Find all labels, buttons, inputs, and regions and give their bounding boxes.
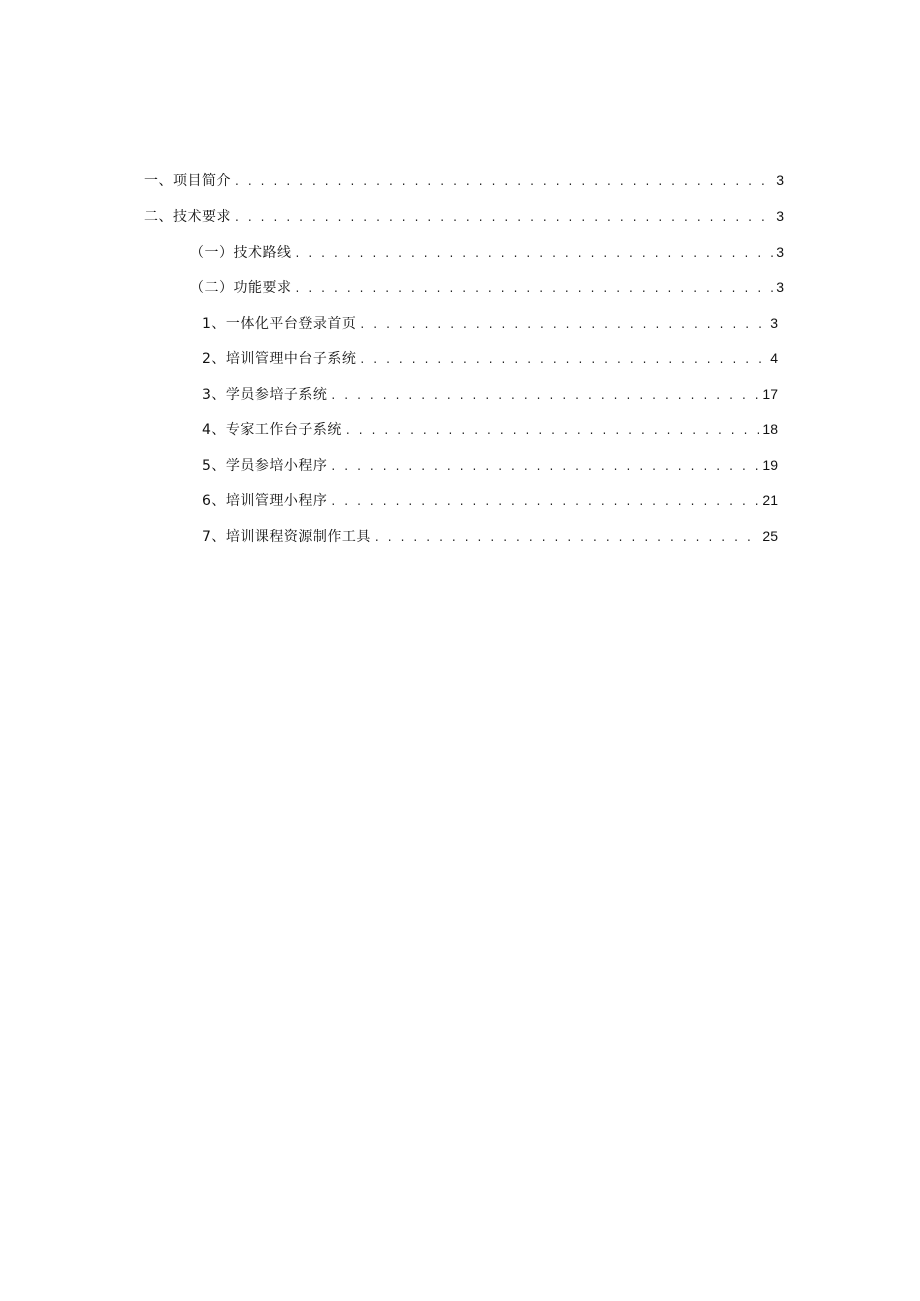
toc-entry-page-number: 3: [776, 208, 784, 224]
toc-entry-trainee-subsystem[interactable]: [202, 384, 778, 404]
toc-entry-technical-route[interactable]: [190, 242, 784, 262]
toc-entry-trainee-mini-program[interactable]: [202, 455, 778, 475]
toc-entry-training-management-subsystem[interactable]: [202, 348, 778, 368]
toc-dot-leader: [331, 491, 759, 511]
toc-entry-page-number: 19: [762, 457, 778, 473]
toc-dot-leader: [296, 243, 774, 263]
toc-dot-leader: [296, 278, 774, 298]
toc-dot-leader: [375, 527, 760, 547]
toc-entry-page-number: 3: [770, 315, 778, 331]
toc-dot-leader: [235, 207, 773, 227]
toc-entry-functional-requirements[interactable]: [190, 277, 784, 297]
toc-entry-page-number: 3: [776, 279, 784, 295]
toc-entry-label: 5、学员参培小程序: [202, 458, 328, 474]
toc-entry-label: （一）技术路线: [190, 245, 292, 261]
toc-entry-label: 6、培训管理小程序: [202, 493, 328, 509]
toc-entry-label: 二、技术要求: [144, 209, 231, 225]
toc-entry-label: 7、培训课程资源制作工具: [202, 529, 371, 545]
toc-entry-label: 一、项目简介: [144, 173, 231, 189]
toc-dot-leader: [346, 420, 760, 440]
toc-entry-label: 2、培训管理中台子系统: [202, 351, 357, 367]
toc-entry-expert-workbench-subsystem[interactable]: [202, 419, 778, 439]
toc-entry-page-number: 3: [776, 172, 784, 188]
toc-entry-label: 4、专家工作台子系统: [202, 422, 342, 438]
toc-dot-leader: [331, 385, 759, 405]
toc-entry-technical-requirements[interactable]: [144, 206, 784, 226]
toc-entry-course-resource-tool[interactable]: [202, 526, 778, 546]
toc-entry-label: 1、一体化平台登录首页: [202, 316, 357, 332]
toc-entry-page-number: 18: [762, 421, 778, 437]
toc-dot-leader: [360, 349, 767, 369]
toc-dot-leader: [235, 171, 773, 191]
toc-entry-page-number: 4: [770, 350, 778, 366]
toc-entry-label: （二）功能要求: [190, 280, 292, 296]
toc-entry-page-number: 21: [762, 492, 778, 508]
toc-entry-page-number: 3: [776, 244, 784, 260]
toc-entry-page-number: 17: [762, 386, 778, 402]
toc-entry-label: 3、学员参培子系统: [202, 387, 328, 403]
toc-entry-login-home[interactable]: [202, 313, 778, 333]
toc-entry-training-management-mini-program[interactable]: [202, 490, 778, 510]
toc-dot-leader: [360, 314, 767, 334]
toc-entry-project-intro[interactable]: [144, 170, 784, 190]
toc-entry-page-number: 25: [762, 528, 778, 544]
toc-dot-leader: [331, 456, 759, 476]
